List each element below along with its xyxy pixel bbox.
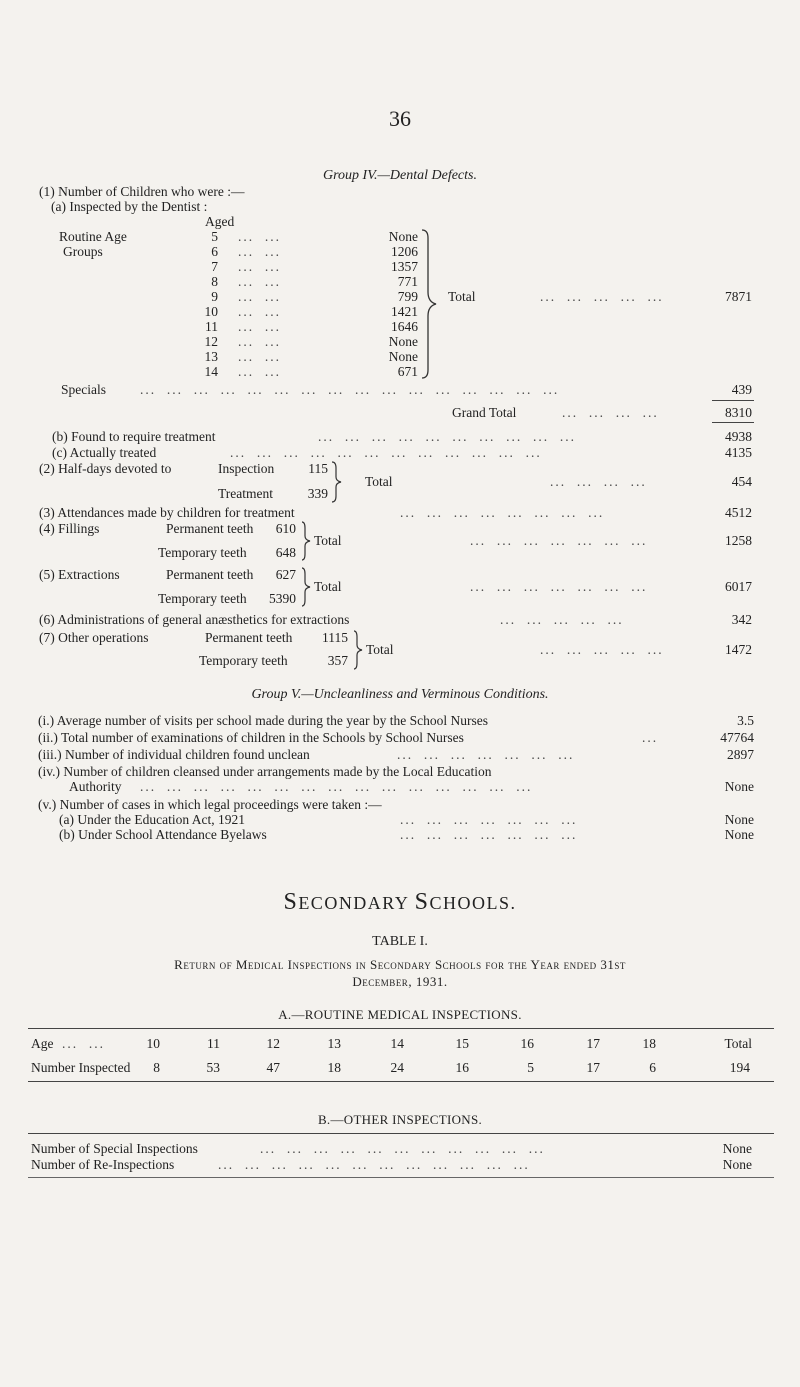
leader-dots: ... ... ... ... ... (540, 289, 664, 304)
leader-dots: ... ... (238, 334, 281, 349)
age-header-cell: 17 (586, 1036, 600, 1051)
reinspections-label: Number of Re-Inspections (31, 1157, 175, 1172)
age-cell: 14 (204, 364, 218, 379)
leader-dots: ... ... ... ... ... ... ... ... ... ... ... ... (230, 445, 542, 460)
inspected-cell: 53 (206, 1060, 220, 1075)
extractions-total-value: 6017 (725, 579, 752, 594)
age-header-cell: 13 (327, 1036, 341, 1051)
leader-dots: ... ... ... ... ... ... ... ... ... ... ... (260, 1141, 545, 1156)
item1a-heading: (a) Inspected by the Dentist : (51, 199, 208, 214)
fillings-temp-value: 648 (275, 545, 296, 560)
age-cell: 9 (211, 289, 218, 304)
g5-vb-label: (b) Under School Attendance Byelaws (59, 827, 267, 842)
group5-title: Group V.—Uncleanliness and Verminous Conditions. (251, 687, 549, 702)
leader-dots: ... ... ... ... ... ... ... ... ... ... (318, 429, 576, 444)
treatment-value: 339 (307, 486, 328, 501)
g5-vb-value: None (724, 827, 754, 842)
fillings-perm-value: 610 (275, 521, 296, 536)
g5-iii-value: 2897 (727, 747, 754, 762)
page-number: 36 (389, 106, 411, 131)
inspected-cell: 6 (649, 1060, 656, 1075)
grand-total-label: Grand Total (452, 405, 517, 420)
g5-iv-value: None (724, 779, 754, 794)
section-b-heading: B.—OTHER INSPECTIONS. (317, 1112, 483, 1127)
table-bottom-rule (28, 1081, 774, 1082)
inspected-cell: 47 (266, 1060, 280, 1075)
leader-dots: ... ... ... ... ... ... ... (400, 812, 578, 827)
group4-title: Group IV.—Dental Defects. (323, 168, 477, 183)
age-header-cell: 15 (455, 1036, 469, 1051)
treatment-label: Treatment (218, 486, 273, 501)
extractions-temp-value: 5390 (269, 591, 296, 606)
leader-dots: ... ... ... ... (550, 474, 647, 489)
table-top-rule (28, 1133, 774, 1134)
item1-heading: (1) Number of Children who were :— (39, 184, 245, 199)
age-header-cell: 16 (520, 1036, 534, 1051)
age-row-label: Age (31, 1036, 54, 1051)
special-inspections-value: None (722, 1141, 752, 1156)
leader-dots: ... ... (238, 274, 281, 289)
age-header-cell: 11 (207, 1036, 220, 1051)
other-perm-label: Permanent teeth (205, 630, 293, 645)
g5-va-label: (a) Under the Education Act, 1921 (59, 812, 245, 827)
specials-value: 439 (731, 382, 752, 397)
extractions-perm-value: 627 (275, 567, 296, 582)
leader-dots: ... ... ... ... ... ... ... ... ... ... ... ... ... ... ... (140, 779, 533, 794)
leader-dots: ... ... (238, 319, 281, 334)
found-value: 4938 (725, 429, 752, 444)
inspected-cell: 8 (153, 1060, 160, 1075)
routine-total-label: Total (448, 289, 476, 304)
inspected-row-label: Number Inspected (31, 1060, 131, 1075)
section-a-heading: A.—ROUTINE MEDICAL INSPECTIONS. (278, 1007, 522, 1022)
age-cell: 8 (211, 274, 218, 289)
age-header-cell: 12 (266, 1036, 280, 1051)
age-cell: 11 (205, 319, 218, 334)
age-header-cell: 10 (146, 1036, 160, 1051)
age-total-label: Total (724, 1036, 752, 1051)
age-cell: 12 (204, 334, 218, 349)
age-value: None (388, 334, 418, 349)
leader-dots: ... ... ... ... ... ... ... ... ... ... ... ... (218, 1157, 530, 1172)
routine-total-value: 7871 (725, 289, 752, 304)
leader-dots: ... ... ... ... ... ... ... ... ... ... ... ... ... ... ... ... (140, 382, 560, 397)
age-cell: 13 (204, 349, 218, 364)
leader-dots: ... ... ... ... ... ... ... ... (400, 505, 605, 520)
age-cell: 6 (211, 244, 218, 259)
leader-dots: ... ... (62, 1036, 105, 1051)
inspected-cell: 16 (455, 1060, 469, 1075)
age-value: None (388, 349, 418, 364)
g5-v-label: (v.) Number of cases in which legal proceedings were taken :— (38, 797, 382, 812)
leader-dots: ... ... (238, 289, 281, 304)
age-cell: 10 (204, 304, 218, 319)
treated-value: 4135 (725, 445, 752, 460)
anaesthetics-label: (6) Administrations of general anæsthetics for extractions (39, 612, 350, 627)
leader-dots: ... ... (238, 244, 281, 259)
fillings-total-label: Total (314, 533, 342, 548)
g5-i-value: 3.5 (737, 713, 754, 728)
fillings-temp-label: Temporary teeth (158, 545, 247, 560)
g5-iii-label: (iii.) Number of individual children found unclean (38, 747, 310, 762)
secondary-heading: SECONDARY SCHOOLS. (283, 889, 517, 915)
inspected-cell: 17 (586, 1060, 600, 1075)
leader-dots: ... ... ... ... ... ... ... (400, 827, 578, 842)
leader-dots: ... ... ... ... ... ... ... (470, 533, 648, 548)
age-value: 799 (397, 289, 418, 304)
leader-dots: ... ... (238, 304, 281, 319)
fillings-label: (4) Fillings (39, 521, 100, 536)
g5-iv-label-2: Authority (69, 779, 122, 794)
age-value: 1206 (391, 244, 418, 259)
leader-dots: ... ... (238, 364, 281, 379)
special-inspections-label: Number of Special Inspections (31, 1141, 198, 1156)
other-temp-label: Temporary teeth (199, 653, 288, 668)
g5-i-label: (i.) Average number of visits per school made during the year by the School Nurses (38, 713, 489, 728)
age-value: None (388, 229, 418, 244)
extractions-total-label: Total (314, 579, 342, 594)
other-total-label: Total (366, 642, 394, 657)
other-total-value: 1472 (725, 642, 752, 657)
fillings-perm-label: Permanent teeth (166, 521, 254, 536)
halfdays-label: (2) Half-days devoted to (39, 461, 172, 476)
grand-total-value: 8310 (725, 405, 752, 420)
return-line-1: Return of Medical Inspections in Secondary Schools for the Year ended 31st (174, 957, 626, 972)
inspected-cell: 18 (327, 1060, 341, 1075)
inspection-label: Inspection (218, 461, 275, 476)
inspected-cell: 5 (527, 1060, 534, 1075)
age-value: 1421 (391, 304, 418, 319)
other-label: (7) Other operations (39, 630, 149, 645)
halfdays-brace (330, 460, 344, 504)
sum-rule (712, 400, 754, 401)
g5-ii-label: (ii.) Total number of examinations of children in the Schools by School Nurses (38, 730, 464, 745)
leader-dots: ... ... (238, 229, 281, 244)
reinspections-value: None (722, 1157, 752, 1172)
specials-label: Specials (61, 382, 106, 397)
inspected-total: 194 (729, 1060, 750, 1075)
other-brace (352, 629, 364, 671)
extractions-perm-label: Permanent teeth (166, 567, 254, 582)
age-value: 1646 (391, 319, 418, 334)
leader-dots: ... (642, 730, 659, 745)
extractions-label: (5) Extractions (39, 567, 120, 582)
g5-ii-value: 47764 (720, 730, 754, 745)
leader-dots: ... ... ... ... ... ... ... (397, 747, 575, 762)
age-brace (420, 228, 442, 380)
fillings-brace (300, 520, 312, 562)
fillings-total-value: 1258 (725, 533, 752, 548)
attendances-value: 4512 (725, 505, 752, 520)
extractions-temp-label: Temporary teeth (158, 591, 247, 606)
leader-dots: ... ... (238, 349, 281, 364)
extractions-brace (300, 566, 312, 608)
inspection-value: 115 (308, 461, 328, 476)
leader-dots: ... ... ... ... ... ... ... (470, 579, 648, 594)
leader-dots: ... ... (238, 259, 281, 274)
age-header-cell: 18 (642, 1036, 656, 1051)
age-value: 771 (397, 274, 418, 289)
routine-label: Routine Age (59, 229, 127, 244)
age-value: 1357 (391, 259, 418, 274)
age-header-cell: 14 (390, 1036, 404, 1051)
leader-dots: ... ... ... ... ... (500, 612, 624, 627)
age-cell: 5 (211, 229, 218, 244)
age-value: 671 (397, 364, 418, 379)
leader-dots: ... ... ... ... (562, 405, 659, 420)
other-perm-value: 1115 (322, 630, 348, 645)
anaesthetics-value: 342 (731, 612, 752, 627)
age-cell: 7 (211, 259, 218, 274)
attendances-label: (3) Attendances made by children for treatment (39, 505, 295, 520)
halfdays-total-label: Total (365, 474, 393, 489)
halfdays-total-value: 454 (731, 474, 752, 489)
aged-header: Aged (205, 214, 235, 229)
table-bottom-rule (28, 1177, 774, 1178)
found-label: (b) Found to require treatment (52, 429, 216, 444)
other-temp-value: 357 (327, 653, 348, 668)
leader-dots: ... ... ... ... ... (540, 642, 664, 657)
treated-label: (c) Actually treated (52, 445, 157, 460)
table-top-rule (28, 1028, 774, 1029)
g5-iv-label: (iv.) Number of children cleansed under arrangements made by the Local Education (38, 764, 492, 779)
return-line-2: December, 1931. (352, 974, 448, 989)
table-label: TABLE I. (372, 934, 428, 949)
g5-va-value: None (724, 812, 754, 827)
inspected-cell: 24 (390, 1060, 404, 1075)
sum-rule (712, 422, 754, 423)
groups-label: Groups (63, 244, 103, 259)
